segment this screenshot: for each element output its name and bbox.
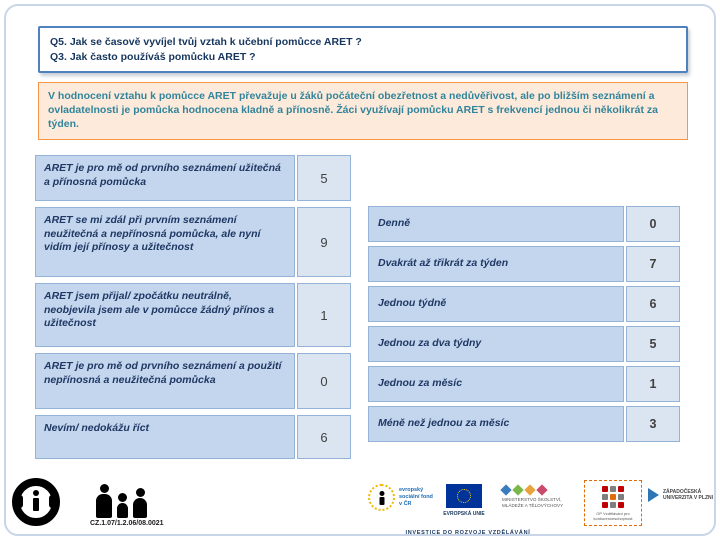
frequency-label: Denně [368,206,624,242]
opvk-label: OP Vzdělávání pro konkurenceschopnost [593,510,633,521]
opvk-dots-icon [602,486,624,508]
frequency-count: 0 [626,206,680,242]
table-row [368,366,680,402]
opvk-logo [584,480,642,526]
answer-label: ARET je pro mě od prvního seznámení a použití nepřínosná a neužitečná pomůcka [35,353,295,409]
msmt-label: MINISTERSTVO ŠKOLSTVÍ, MLÁDEŽE A TĚLOVÝCHOVY [502,497,564,508]
answer-count: 1 [297,283,351,347]
msmt-marks-icon [502,486,576,494]
frequency-table [368,206,680,442]
university-label: ZÁPADOČESKÁ UNIVERZITA V PLZNI [663,488,713,501]
answer-label: ARET je pro mě od prvního seznámení užitečná a přínosná pomůcka [35,155,295,201]
frequency-label: Méně než jednou za měsíc [368,406,624,442]
answer-label: Nevím/ nedokážu říct [35,415,295,459]
university-logo [648,488,714,502]
footer-logos [0,472,720,540]
esf-logo [368,484,437,511]
esf-stars-icon [368,484,395,511]
answer-count: 6 [297,415,351,459]
table-row [368,326,680,362]
answer-count: 0 [297,353,351,409]
questions-box [38,26,688,73]
table-row [35,155,351,201]
eu-flag-icon [446,484,482,508]
answer-label: ARET jsem přijal/ zpočátku neutrálně, neobjevila jsem ale v pomůcce žádný přínos a užitečnost [35,283,295,347]
question-q3: Q3. Jak často používáš pomůcku ARET ? [50,51,256,63]
frequency-label: Jednou za dva týdny [368,326,624,362]
frequency-count: 1 [626,366,680,402]
eu-label: EVROPSKÁ UNIE [443,511,485,517]
table-row [368,286,680,322]
frequency-count: 6 [626,286,680,322]
eu-logo [438,484,490,517]
headphones-info-icon [12,478,60,526]
table-row [368,406,680,442]
answer-count: 9 [297,207,351,277]
investice-label: INVESTICE DO ROZVOJE VZDĚLÁVÁNÍ [405,530,531,536]
relationship-table [35,155,351,459]
table-row [35,415,351,459]
arrow-icon [648,488,659,502]
answer-label: ARET se mi zdál při prvním seznámení neužitečná a nepřínosná pomůcka, ale nyní vidím její přínosy a užitečnost [35,207,295,277]
frequency-label: Jednou týdně [368,286,624,322]
frequency-count: 7 [626,246,680,282]
frequency-count: 5 [626,326,680,362]
table-row [35,353,351,409]
question-q5: Q5. Jak se časově vyvíjel tvůj vztah k učební pomůcce ARET ? [50,36,362,48]
people-silhouettes-icon [96,484,147,518]
table-row [368,206,680,242]
table-row [35,283,351,347]
table-row [35,207,351,277]
frequency-label: Dvakrát až třikrát za týden [368,246,624,282]
project-logo-icon [12,478,60,526]
msmt-logo [502,486,576,509]
project-code: CZ.1.07/1.2.06/08.0021 [90,520,164,527]
frequency-count: 3 [626,406,680,442]
frequency-label: Jednou za měsíc [368,366,624,402]
answer-count: 5 [297,155,351,201]
table-row [368,246,680,282]
esf-label: evropský sociální fond v ČR [399,487,433,507]
summary-box: V hodnocení vztahu k pomůcce ARET převažuje u žáků počáteční obezřetnost a nedůvěřivost, ale po bližším seznámení a ovladatelnosti je pomůcka hodnocena kladně a přínosně. Žáci využívají pomůcku ARET s frekvencí jednou či několikrát za týden. [38,82,688,140]
